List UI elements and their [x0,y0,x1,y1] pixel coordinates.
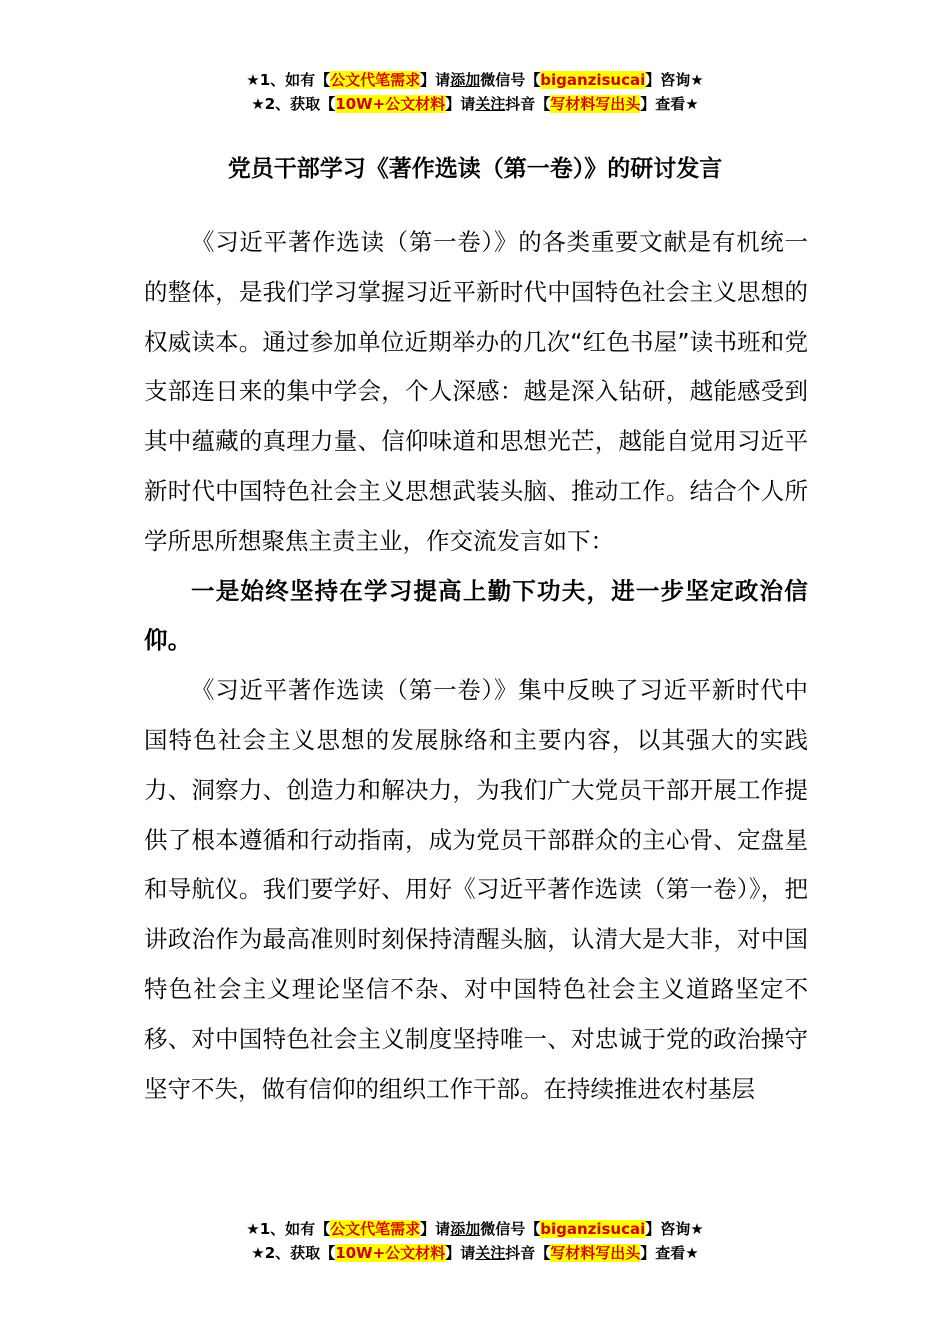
banner-text: 】查看★ [640,1244,699,1262]
banner-highlight: biganzisucai [540,1220,646,1238]
body-paragraph: 《习近平著作选读（第一卷）》的各类重要文献是有机统一的整体，是我们学习掌握习近平新时代中国特色社会主义思想的权威读本。通过参加单位近期举办的几次“红色书屋”读书班和党支部连日来的集中学会，个人深感：越是深入钻研，越能感受到其中蕴藏的真理力量、信仰味道和思想光芒，越能自觉用习近平新时代中国特色社会主义思想武装头脑、推动工作。结合个人所学所思所想聚焦主责主业，作交流发言如下： [144,228,808,555]
banner-text: 抖音【 [505,1244,551,1262]
banner-text: 抖音【 [505,95,551,113]
body-paragraph: 《习近平著作选读（第一卷）》集中反映了习近平新时代中国特色社会主义思想的发展脉络和主要内容，以其强大的实践力、洞察力、创造力和解决力，为我们广大党员干部开展工作提供了根本遵循和行动指南，成为党员干部群众的主心骨、定盘星和导航仪。我们要学好、用好《习近平著作选读（第一卷）》，把讲政治作为最高准则时刻保持清醒头脑，认清大是大非，对中国特色社会主义理论坚信不杂、对中国特色社会主义道路坚定不移、对中国特色社会主义制度坚持唯一、对忠诚于党的政治操守坚守不失，做有信仰的组织工作干部。在持续推进农村基层 [144,676,808,1103]
banner-line-1 [0,68,950,92]
banner-underlined: 添加 [450,1220,481,1238]
banner-highlight: 写材料写出头 [550,95,641,113]
banner-text: 微信号【 [480,71,541,89]
document-body [144,218,808,1114]
banner-text: ★1、如有【 [246,71,331,89]
banner-highlight: 公文代笔需求 [330,71,421,89]
banner-text: ★2、获取【 [251,95,336,113]
banner-text: 】查看★ [640,95,699,113]
banner-highlight: 写材料写出头 [550,1244,641,1262]
banner-text: 微信号【 [480,1220,541,1238]
footer-banner [0,1217,950,1265]
banner-line-1 [0,1217,950,1241]
banner-text: 】请 [445,95,476,113]
banner-text: ★2、获取【 [251,1244,336,1262]
banner-line-2 [0,1241,950,1265]
banner-text: 】请 [420,1220,451,1238]
banner-text: 】咨询★ [645,71,704,89]
document-title: 党员干部学习《著作选读（第一卷）》的研讨发言 [227,156,723,182]
section-heading: 一是始终坚持在学习提高上勤下功夫，进一步坚定政治信仰。 [144,576,808,655]
banner-text: 】请 [445,1244,476,1262]
banner-highlight: 公文代笔需求 [330,1220,421,1238]
banner-text: 】咨询★ [645,1220,704,1238]
banner-underlined: 添加 [450,71,481,89]
banner-text: ★1、如有【 [246,1220,331,1238]
banner-highlight: biganzisucai [540,71,646,89]
banner-text: 】请 [420,71,451,89]
banner-line-2 [0,92,950,116]
banner-highlight: 10W+公文材料 [335,95,446,113]
banner-underlined: 关注 [475,95,506,113]
header-banner [0,68,950,116]
banner-highlight: 10W+公文材料 [335,1244,446,1262]
banner-underlined: 关注 [475,1244,506,1262]
